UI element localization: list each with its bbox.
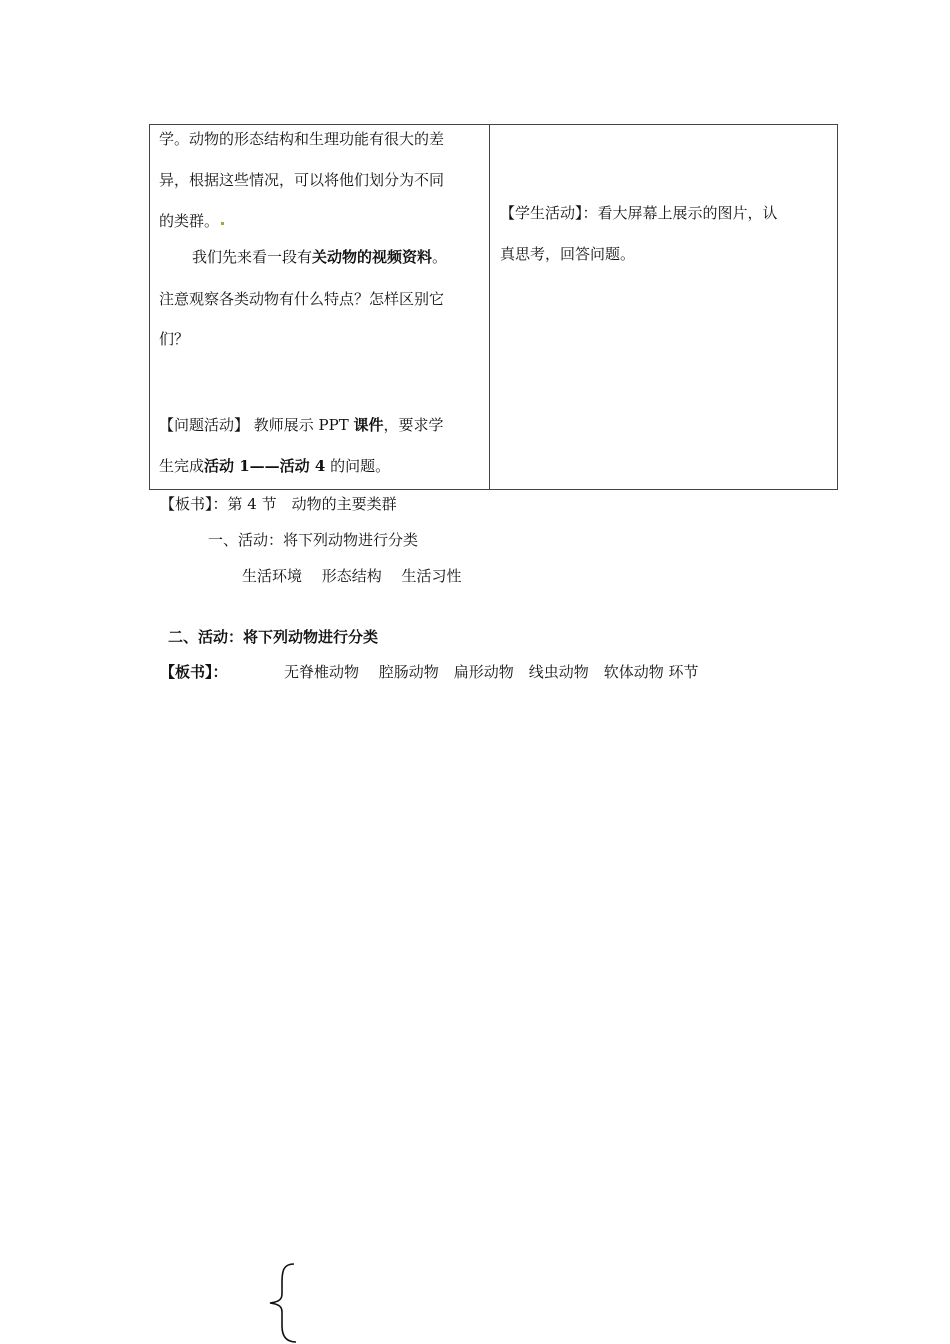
bold-span: 活动 1——活动 4 [204,457,326,475]
bold-span: 课件 [353,416,384,434]
board-line: 一、活动：将下列动物进行分类 [208,531,419,549]
text-span: 的问题。 [325,457,391,475]
text-span: 的类群。 [159,212,220,230]
lesson-table [149,124,838,490]
board-label: 【板书】：第 4 节 动物的主要类群 [160,495,397,513]
text-line [159,456,390,476]
text-span: 教师展示 PPT [249,416,354,434]
bold-span: 关动物的视频资料 [312,248,433,266]
text-line: 异，根据这些情况，可以将他们划分为不同 [159,171,445,189]
board-categories: 生活环境 形态结构 生活习性 [242,567,462,585]
text-line: 学。动物的形态结构和生理功能有很大的差 [159,130,445,148]
curly-brace-icon [262,1262,302,1344]
text-span: 。 [432,248,448,266]
text-span: ，要求学 [383,416,444,434]
activity-label: 【问题活动】 [159,416,250,434]
column-divider [489,125,490,489]
animal-groups: 无脊椎动物 腔肠动物 扁形动物 线虫动物 软体动物 环节 [284,663,699,681]
board-label-2: 【板书】： [160,663,228,681]
text-line: 真思考，回答问题。 [500,245,636,263]
section-heading: 二、活动：将下列动物进行分类 [168,628,379,646]
text-line [159,415,444,435]
text-line [159,211,224,231]
text-span: 生完成 [159,457,205,475]
text-line: 们？ [159,330,190,348]
text-line: 【学生活动】：看大屏幕上展示的图片，认 [500,204,778,222]
text-line: 注意观察各类动物有什么特点？怎样区别它 [159,290,445,308]
text-line [192,247,447,267]
dot-mark [221,222,224,225]
text-span: 我们先来看一段有 [192,248,313,266]
